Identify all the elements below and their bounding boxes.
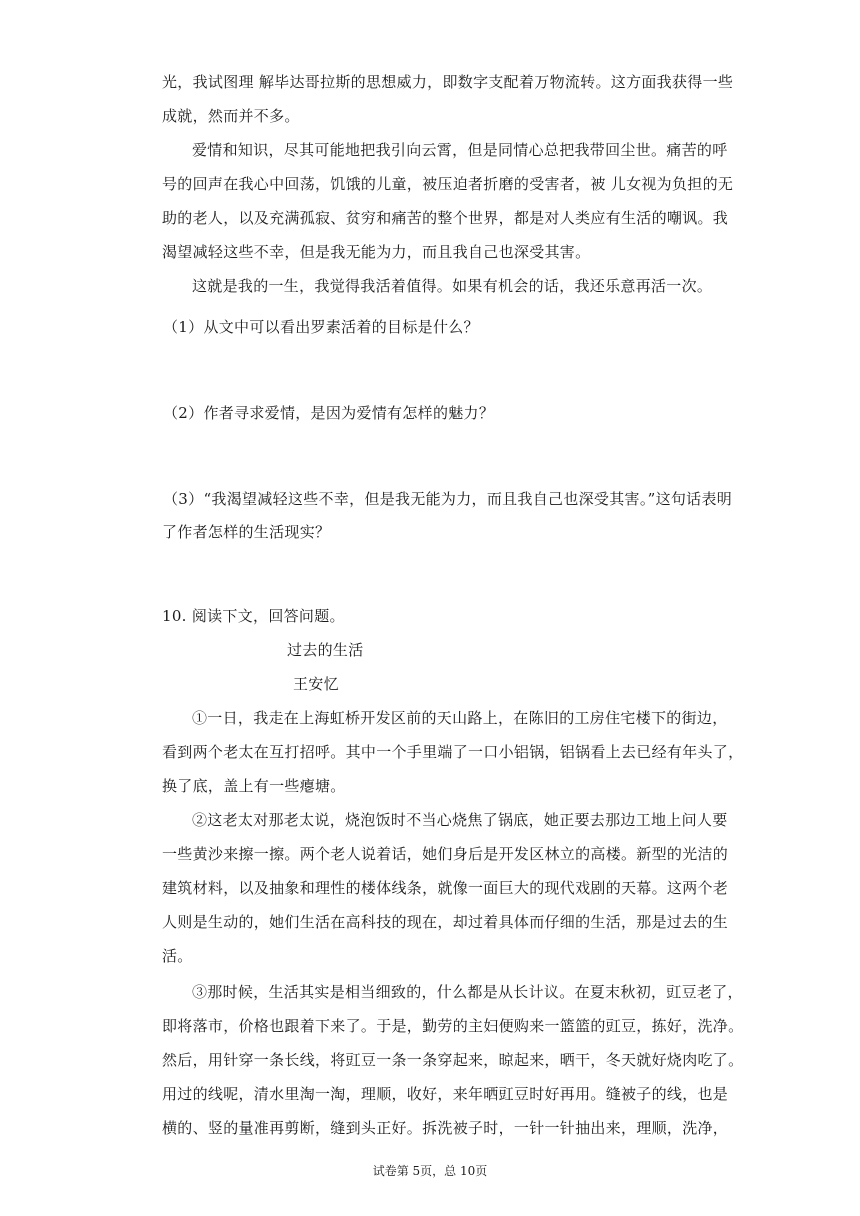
- text-line: 助的老人，以及充满孤寂、贫穷和痛苦的整个世界，都是对人类应有生活的嘲讽。我: [162, 209, 729, 227]
- text-line: 光，我试图理 解毕达哥拉斯的思想威力，即数字支配着万物流转。这方面我获得一些: [162, 73, 734, 91]
- question-3-line: 了作者怎样的生活现实？: [162, 523, 331, 541]
- text-line: 爱情和知识，尽其可能地把我引向云霄，但是同情心总把我带回尘世。痛苦的呼: [192, 141, 728, 159]
- question-3-line: （3）“我渴望减轻这些不幸，但是我无能为力，而且我自己也深受其害。”这句话表明: [163, 490, 733, 508]
- text-line: ③那时候，生活其实是相当细致的，什么都是从长计议。在夏末秋初，豇豆老了，: [192, 983, 743, 1001]
- text-line: 看到两个老太在互打招呼。其中一个手里端了一口小铝锅，铝锅看上去已经有年头了，: [162, 743, 744, 761]
- text-line: 即将落市，价格也跟着下来了。于是，勤劳的主妇便购来一篮篮的豇豆，拣好，洗净。: [162, 1017, 744, 1035]
- text-line: 人则是生动的，她们生活在高科技的现在，却过着具体而仔细的生活，那是过去的生: [162, 913, 729, 931]
- text-line: ②这老太对那老太说，烧泡饭时不当心烧焦了锅底，她正要去那边工地上问人要: [192, 811, 728, 829]
- question-2: （2）作者寻求爱情，是因为爱情有怎样的魅力？: [163, 404, 495, 422]
- text-line: ①一日，我走在上海虹桥开发区前的天山路上，在陈旧的工房住宅楼下的街边，: [192, 709, 728, 727]
- text-line: 然后，用针穿一条长线，将豇豆一条一条穿起来，晾起来，晒干，冬天就好烧肉吃了。: [162, 1051, 744, 1069]
- text-line: 活。: [162, 947, 193, 965]
- text-line: 建筑材料，以及抽象和理性的楼体线条，就像一面巨大的现代戏剧的天幕。这两个老: [162, 879, 729, 897]
- text-line: 横的、竖的量准再剪断，缝到头正好。拆洗被子时，一针一针抽出来，理顺，洗净，: [162, 1119, 729, 1137]
- text-line: 换了底，盖上有一些瘪塘。: [162, 777, 346, 795]
- section-heading: 10. 阅读下文，回答问题。: [162, 607, 345, 625]
- page-footer: 试卷第 5页，总 10页: [372, 1164, 488, 1178]
- question-1: （1）从文中可以看出罗素活着的目标是什么？: [163, 318, 479, 336]
- article-author: 王安忆: [293, 675, 339, 693]
- article-title: 过去的生活: [287, 641, 364, 659]
- text-line: 一些黄沙来擦一擦。两个老人说着话，她们身后是开发区林立的高楼。新型的光洁的: [162, 845, 729, 863]
- text-line: 这就是我的一生，我觉得我活着值得。如果有机会的话，我还乐意再活一次。: [192, 277, 713, 295]
- text-line: 渴望减轻这些不幸，但是我无能为力，而且我自己也深受其害。: [162, 243, 591, 261]
- text-line: 用过的线呢，清水里淘一淘，理顺，收好，来年晒豇豆时好再用。缝被子的线，也是: [162, 1085, 729, 1103]
- text-line: 成就，然而并不多。: [162, 107, 300, 125]
- text-line: 号的回声在我心中回荡，饥饿的儿童，被压迫者折磨的受害者，被 儿女视为负担的无: [162, 175, 734, 193]
